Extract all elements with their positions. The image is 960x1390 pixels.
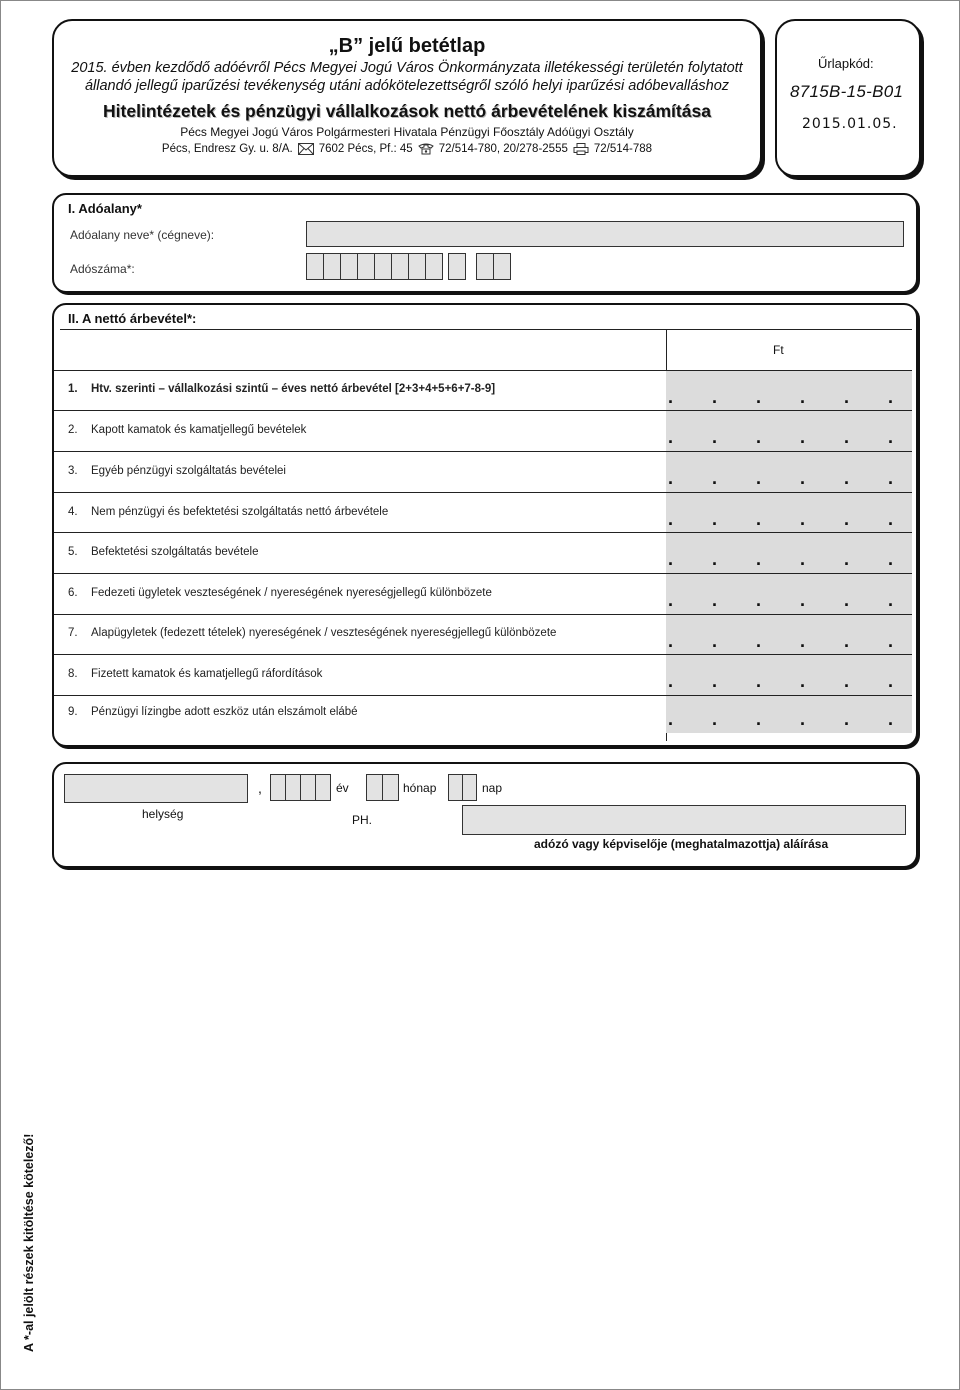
postal-address: 7602 Pécs, Pf.: 45 bbox=[318, 143, 413, 155]
signature-label: adózó vagy képviselője (meghatalmazottja) aláírása bbox=[534, 837, 829, 851]
tax-digit-cell[interactable] bbox=[340, 253, 358, 280]
row-rule bbox=[54, 614, 666, 615]
row-1-text: Htv. szerinti – vállalkozási szintű – éves nettó árbevétel [2+3+4+5+6+7-8-9] bbox=[91, 383, 496, 395]
month-label: hónap bbox=[403, 781, 437, 795]
row-num: 7. bbox=[68, 627, 78, 639]
row-rule bbox=[54, 410, 666, 411]
row-6-value[interactable]: . . . . . . bbox=[666, 573, 912, 614]
taxpayer-name-label: Adóalany neve* (cégneve): bbox=[70, 228, 215, 242]
row-rule bbox=[54, 573, 666, 574]
row-5-value[interactable]: . . . . . . bbox=[666, 532, 912, 573]
year-label: év bbox=[336, 781, 349, 795]
year-digit-cell[interactable] bbox=[270, 774, 286, 801]
day-digit-cell[interactable] bbox=[448, 774, 463, 801]
row-num: 6. bbox=[68, 587, 78, 599]
row-3-value[interactable]: . . . . . . bbox=[666, 451, 912, 492]
day-digit-cell[interactable] bbox=[462, 774, 477, 801]
tax-digit-cell[interactable] bbox=[323, 253, 341, 280]
form-code-value: 8715B-15-B01 bbox=[790, 82, 904, 101]
year-digit-cell[interactable] bbox=[315, 774, 331, 801]
row-num: 5. bbox=[68, 546, 78, 558]
section-2-title: II. A nettó árbevétel*: bbox=[68, 311, 197, 326]
place-field[interactable] bbox=[64, 774, 248, 803]
row-5-text: Befektetési szolgáltatás bevétele bbox=[91, 546, 259, 558]
phone-number: 72/514-780, 20/278-2555 bbox=[438, 143, 568, 155]
row-7-value[interactable]: . . . . . . bbox=[666, 614, 912, 655]
contact-line bbox=[54, 143, 760, 155]
stamp-label: PH. bbox=[352, 813, 373, 827]
comma: , bbox=[258, 780, 262, 796]
row-rule bbox=[54, 532, 666, 533]
row-num: 9. bbox=[68, 706, 78, 718]
row-num: 1. bbox=[68, 383, 78, 395]
tax-digit-cell[interactable] bbox=[425, 253, 443, 280]
form-title: „B” jelű betétlap bbox=[328, 35, 486, 57]
row-num: 8. bbox=[68, 668, 78, 680]
envelope-icon bbox=[298, 143, 314, 155]
tax-region-cell[interactable] bbox=[476, 253, 494, 280]
year-digit-cell[interactable] bbox=[300, 774, 316, 801]
header-rule bbox=[60, 329, 912, 330]
month-digit-cell[interactable] bbox=[366, 774, 383, 801]
month-digit-cell[interactable] bbox=[382, 774, 399, 801]
place-label: helység bbox=[142, 807, 184, 821]
row-8-value[interactable]: . . . . . . bbox=[666, 654, 912, 695]
row-rule bbox=[54, 370, 666, 371]
year-digit-cell[interactable] bbox=[285, 774, 301, 801]
row-2-value[interactable]: . . . . . . bbox=[666, 410, 912, 451]
phone-icon bbox=[418, 143, 434, 155]
day-label: nap bbox=[482, 781, 503, 795]
row-num: 4. bbox=[68, 506, 78, 518]
row-4-text: Nem pénzügyi és befektetési szolgáltatás nettó árbevétele bbox=[91, 506, 389, 518]
unit-label: Ft bbox=[773, 343, 784, 357]
tax-digit-cell[interactable] bbox=[357, 253, 375, 280]
section-1-title: I. Adóalany* bbox=[68, 201, 142, 216]
tax-number-label: Adószáma*: bbox=[70, 262, 135, 276]
row-9-value[interactable]: . . . . . . bbox=[666, 695, 912, 733]
office-name: Pécs Megyei Jogú Város Polgármesteri Hivatala Pénzügyi Főosztály Adóügyi Osztály bbox=[180, 125, 634, 139]
tax-digit-cell[interactable] bbox=[391, 253, 409, 280]
tax-check-digit-cell[interactable] bbox=[448, 253, 466, 280]
signature-field[interactable] bbox=[462, 805, 906, 835]
header-line-2: állandó jellegű iparűzési tevékenység utáni adókötelezettségről szóló helyi iparűzési adóbevalláshoz bbox=[84, 78, 730, 94]
tax-digit-cell[interactable] bbox=[374, 253, 392, 280]
tax-digit-cell[interactable] bbox=[306, 253, 324, 280]
row-9-text: Pénzügyi lízingbe adott eszköz után elszámolt elábé bbox=[91, 706, 358, 718]
fax-icon bbox=[573, 143, 589, 155]
header-line-1: 2015. évben kezdődő adóévről Pécs Megyei Jogú Város Önkormányzata illetékességi területén folytatott bbox=[71, 60, 743, 76]
row-rule bbox=[54, 492, 666, 493]
form-date: 2015.01.05. bbox=[802, 116, 898, 132]
address: Pécs, Endresz Gy. u. 8/A. bbox=[161, 143, 293, 155]
mandatory-fields-note: A *-al jelölt részek kitöltése kötelező! bbox=[22, 1133, 36, 1352]
row-6-text: Fedezeti ügyletek veszteségének / nyereségének nyereségjellegű különbözete bbox=[91, 587, 492, 599]
row-4-value[interactable]: . . . . . . bbox=[666, 492, 912, 533]
row-7-text: Alapügyletek (fedezett tételek) nyereségének / veszteségének nyereségjellegű különbözete bbox=[91, 627, 557, 639]
tax-digit-cell[interactable] bbox=[408, 253, 426, 280]
row-3-text: Egyéb pénzügyi szolgáltatás bevételei bbox=[91, 465, 286, 477]
fax-number: 72/514-788 bbox=[593, 143, 653, 155]
form-code-label: Űrlapkód: bbox=[818, 56, 874, 71]
row-num: 2. bbox=[68, 424, 78, 436]
row-rule bbox=[54, 695, 666, 696]
taxpayer-name-field[interactable] bbox=[306, 221, 904, 247]
tax-region-cell[interactable] bbox=[493, 253, 511, 280]
row-2-text: Kapott kamatok és kamatjellegű bevételek bbox=[91, 424, 307, 436]
row-1-value[interactable]: . . . . . . bbox=[666, 370, 912, 411]
row-rule bbox=[54, 654, 666, 655]
form-subtitle: Hitelintézetek és pénzügyi vállalkozások nettó árbevételének kiszámítása bbox=[103, 101, 711, 121]
header-box bbox=[52, 19, 762, 177]
row-rule bbox=[54, 451, 666, 452]
row-8-text: Fizetett kamatok és kamatjellegű ráfordítások bbox=[91, 668, 323, 680]
row-num: 3. bbox=[68, 465, 78, 477]
